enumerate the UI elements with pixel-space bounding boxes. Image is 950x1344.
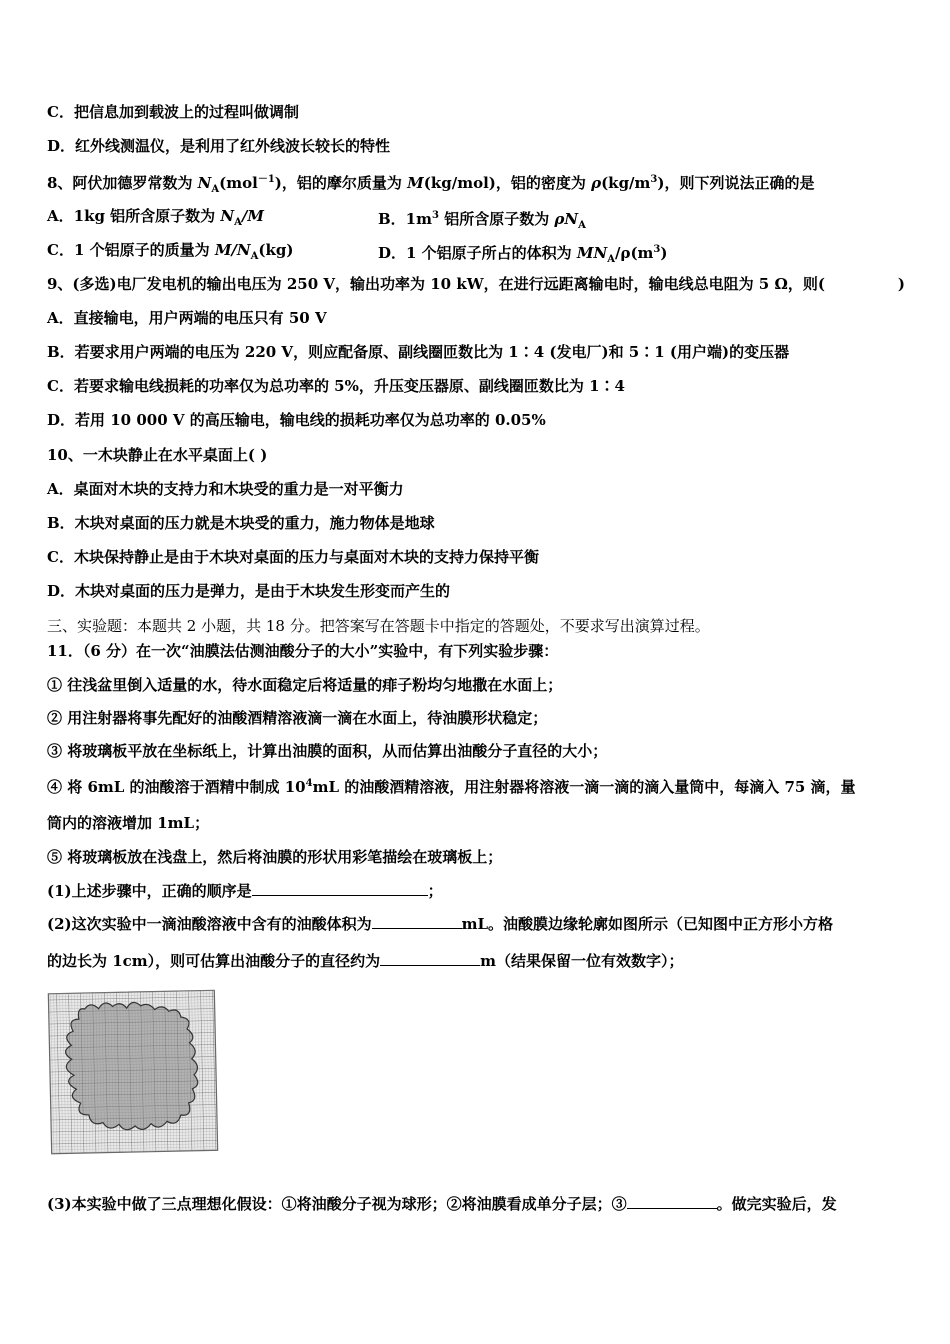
section3-heading: 三、实验题：本题共 2 小题，共 18 分。把答案写在答题卡中指定的答题处，不要求写出演算过程。 <box>47 617 710 635</box>
q11-sub-2: (2)这次实验中一滴油酸溶液中含有的油酸体积为 mL。油酸膜边缘轮廓如图所示（已知图中正方形小方格 <box>47 915 834 933</box>
oil-film-outline <box>65 1001 199 1131</box>
q8-options-cd <box>47 240 903 267</box>
q9-option-d: D．若用 10 000 V 的高压输电，输电线的损耗功率仅为总功率的 0.05% <box>47 411 546 429</box>
q10-option-d: D．木块对桌面的压力是弹力，是由于木块发生形变而产生的 <box>47 582 451 600</box>
q8-option-c: C．1 个铝原子的质量为 $M/N_A(kg)$ <box>47 241 294 262</box>
answer-blank[interactable] <box>372 913 462 929</box>
q11-step-2: ② 用注射器将事先配好的油酸酒精溶液滴一滴在水面上，待油膜形状稳定； <box>47 709 548 727</box>
q7-option-d: D．红外线测温仪，是利用了红外线波长较长的特性 <box>47 137 391 155</box>
answer-blank[interactable] <box>380 950 480 966</box>
q11-sub-1: (1)上述步骤中，正确的顺序是 ； <box>47 882 443 900</box>
q8-options-ab <box>47 206 903 233</box>
answer-blank[interactable] <box>252 880 428 896</box>
oil-film-grid-figure <box>46 986 222 1158</box>
q9-option-b: B．若要求用户两端的电压为 220 V，则应配备原、副线圈匝数比为 1∶4 (发电厂)和 5∶1 (用户端)的变压器 <box>47 343 790 361</box>
q8-option-d: D．1 个铝原子所占的体积为 $MN_A/\rho(m^3)$ <box>378 244 668 265</box>
q11-step-4-cont: 筒内的溶液增加 1mL； <box>47 814 210 832</box>
q11-sub-3: (3)本实验中做了三点理想化假设：①将油酸分子视为球形；②将油膜看成单分子层；③ 。做完实验后，发 <box>47 1195 837 1213</box>
q10-option-c: C．木块保持静止是由于木块对桌面的压力与桌面对木块的支持力保持平衡 <box>47 548 539 566</box>
q11-step-4: ④ 将 6mL 的油酸溶于酒精中制成 $10^4mL$ 的油酸酒精溶液，用注射器将溶液一滴一滴的滴入量筒中，每滴入 75 滴，量 <box>47 778 856 796</box>
q11-step-1: ① 往浅盆里倒入适量的水，待水面稳定后将适量的痱子粉均匀地撒在水面上； <box>47 676 563 694</box>
q8-option-b: B．$1m^3$ 铝所含原子数为 $\rho N_A$ <box>378 210 586 231</box>
q8-option-a: A．1kg 铝所含原子数为 $N_A/M$ <box>47 207 264 228</box>
q11-stem: 11．（6 分）在一次“油膜法估测油酸分子的大小”实验中，有下列实验步骤： <box>47 642 559 660</box>
answer-blank[interactable] <box>627 1193 717 1209</box>
q7-option-c: C．把信息加到载波上的过程叫做调制 <box>47 103 299 121</box>
q11-step-3: ③ 将玻璃板平放在坐标纸上，计算出油膜的面积，从而估算出油酸分子直径的大小； <box>47 742 608 760</box>
q11-step-5: ⑤ 将玻璃板放在浅盘上，然后将油膜的形状用彩笔描绘在玻璃板上； <box>47 848 503 866</box>
q8-stem: 8、阿伏加德罗常数为 $N_A(mol^{-1})$，铝的摩尔质量为 M(kg/mol)，铝的密度为 $\rho(kg/m^3)$，则下列说法正确的是 <box>47 174 815 195</box>
q10-option-a: A．桌面对木块的支持力和木块受的重力是一对平衡力 <box>47 480 404 498</box>
q10-option-b: B．木块对桌面的压力就是木块受的重力，施力物体是地球 <box>47 514 435 532</box>
q9-option-a: A．直接输电，用户两端的电压只有 50 V <box>47 309 327 327</box>
q9-stem: 9、(多选)电厂发电机的输出电压为 250 V，输出功率为 10 kW，在进行远距离输电时，输电线总电阻为 5 Ω，则( ) <box>47 275 905 293</box>
q9-option-c: C．若要求输电线损耗的功率仅为总功率的 5%，升压变压器原、副线圈匝数比为 1∶4 <box>47 377 625 395</box>
q10-stem: 10、一木块静止在水平桌面上( ) <box>47 446 268 464</box>
q11-sub-2-cont: 的边长为 1cm），则可估算出油酸分子的直径约为 m（结果保留一位有效数字）； <box>47 952 684 970</box>
